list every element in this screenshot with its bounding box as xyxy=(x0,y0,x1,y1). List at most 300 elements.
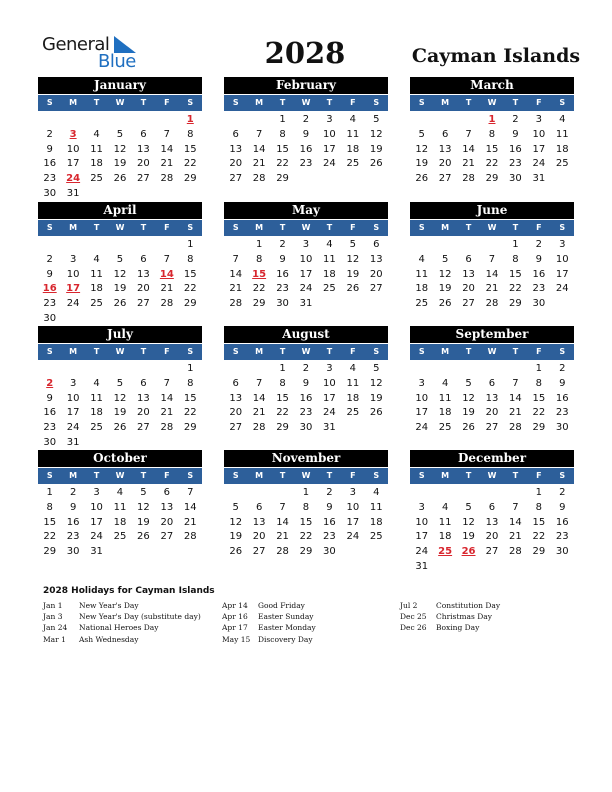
weekday-label: S xyxy=(46,223,53,232)
days-grid xyxy=(38,236,202,327)
day-cell: 10 xyxy=(66,392,80,404)
day-cell: 30 xyxy=(43,436,57,448)
day-cell: 23 xyxy=(43,173,57,185)
day-blank xyxy=(480,486,503,501)
weekday-label: M xyxy=(255,347,264,356)
month-january xyxy=(38,77,202,202)
day-cell: 8 xyxy=(488,128,496,140)
day-cell: 21 xyxy=(160,407,174,419)
day-cell: 19 xyxy=(137,516,150,528)
day-cell: 27 xyxy=(137,422,150,434)
day-cell: 26 xyxy=(438,298,452,310)
month-august xyxy=(224,326,388,436)
weekday-label: T xyxy=(279,98,286,107)
day-cell: 19 xyxy=(346,268,360,280)
day-cell: 13 xyxy=(137,268,150,280)
holiday-item xyxy=(43,623,223,634)
day-cell: 2 xyxy=(512,114,519,125)
month-title: December xyxy=(410,450,574,467)
day-cell: 16 xyxy=(276,268,289,280)
day-cell: 22 xyxy=(299,531,313,543)
brand-name-blue: Blue xyxy=(98,51,136,72)
day-cell: 10 xyxy=(415,516,429,528)
weekday-label: M xyxy=(441,347,450,356)
month-title: August xyxy=(224,326,388,343)
day-cell: 17 xyxy=(323,392,336,404)
holiday-item xyxy=(400,612,580,623)
day-cell: 23 xyxy=(43,298,57,310)
day-cell: 23 xyxy=(509,158,522,170)
day-cell: 12 xyxy=(369,128,383,140)
day-blank xyxy=(38,113,61,128)
day-cell: 28 xyxy=(252,422,266,434)
day-cell: 14 xyxy=(252,392,266,404)
month-title: June xyxy=(410,202,574,219)
day-cell: 12 xyxy=(113,143,127,155)
day-cell: 27 xyxy=(485,546,499,558)
day-cell: 18 xyxy=(90,407,103,419)
day-cell: 13 xyxy=(369,253,383,265)
weekday-label: S xyxy=(559,223,566,232)
holiday-item xyxy=(43,635,223,646)
weekday-label: T xyxy=(512,347,519,356)
weekday-label: T xyxy=(140,98,147,107)
day-blank xyxy=(108,238,131,253)
day-cell: 9 xyxy=(512,128,519,140)
day-cell: 3 xyxy=(349,487,357,498)
day-cell: 13 xyxy=(462,268,475,280)
day-cell: 2 xyxy=(46,253,53,265)
days-grid xyxy=(38,111,202,202)
day-cell: 31 xyxy=(323,422,336,434)
day-cell: 20 xyxy=(137,158,150,170)
month-november xyxy=(224,450,388,560)
month-may xyxy=(224,202,388,312)
month-title: October xyxy=(38,450,202,467)
holiday-name: Constitution Day xyxy=(436,601,501,610)
day-cell: 8 xyxy=(302,501,310,513)
weekday-label: M xyxy=(441,98,450,107)
day-cell: 6 xyxy=(488,501,496,513)
day-cell: 16 xyxy=(299,392,313,404)
day-cell: 2 xyxy=(302,114,310,125)
day-cell: 30 xyxy=(509,173,522,185)
weekday-label: F xyxy=(536,471,542,480)
day-cell: 24 xyxy=(66,422,80,434)
day-cell: 8 xyxy=(187,128,194,140)
day-cell: 31 xyxy=(415,560,429,572)
day-cell: 26 xyxy=(229,546,243,558)
day-cell: 26 xyxy=(415,173,429,185)
weekday-label: T xyxy=(512,223,519,232)
weekday-label: W xyxy=(487,347,497,356)
day-cell: 15 xyxy=(183,143,197,155)
day-cell: 12 xyxy=(369,377,383,389)
day-cell: 30 xyxy=(555,546,569,558)
day-cell: 29 xyxy=(183,173,197,185)
day-blank xyxy=(155,238,178,253)
day-cell: 11 xyxy=(369,501,383,513)
day-cell: 5 xyxy=(116,128,124,140)
day-cell: 23 xyxy=(532,283,546,295)
day-cell: 15 xyxy=(43,516,57,528)
day-blank xyxy=(155,362,178,377)
day-cell: 17 xyxy=(299,268,313,280)
day-cell: 6 xyxy=(232,377,239,389)
day-blank xyxy=(61,238,84,253)
day-cell: 21 xyxy=(252,158,266,170)
days-grid xyxy=(410,236,574,312)
day-cell: 2 xyxy=(559,363,566,374)
day-blank xyxy=(85,238,108,253)
weekday-header xyxy=(224,467,388,484)
day-cell: 23 xyxy=(43,422,57,434)
day-cell: 10 xyxy=(415,392,429,404)
holiday-day-cell: 17 xyxy=(66,283,81,295)
day-cell: 22 xyxy=(485,158,499,170)
day-cell: 3 xyxy=(535,114,543,125)
day-cell: 21 xyxy=(509,531,522,543)
day-cell: 18 xyxy=(346,392,360,404)
day-cell: 21 xyxy=(160,283,174,295)
day-cell: 10 xyxy=(299,253,313,265)
month-title: May xyxy=(224,202,388,219)
day-cell: 22 xyxy=(509,283,522,295)
day-cell: 27 xyxy=(438,173,452,185)
day-cell: 12 xyxy=(113,268,127,280)
month-december xyxy=(410,450,574,575)
day-cell: 23 xyxy=(323,531,336,543)
day-cell: 3 xyxy=(326,363,333,374)
weekday-label: F xyxy=(350,471,356,480)
day-cell: 4 xyxy=(93,128,100,140)
day-cell: 11 xyxy=(113,501,127,513)
day-cell: 2 xyxy=(46,128,53,140)
weekday-label: S xyxy=(373,223,380,232)
month-title: April xyxy=(38,202,202,219)
day-cell: 13 xyxy=(160,501,174,513)
day-cell: 26 xyxy=(113,422,127,434)
weekday-label: S xyxy=(418,347,425,356)
weekday-label: T xyxy=(279,347,286,356)
day-cell: 13 xyxy=(485,516,499,528)
day-cell: 14 xyxy=(509,516,522,528)
day-cell: 3 xyxy=(69,253,77,265)
day-cell: 19 xyxy=(415,158,429,170)
header xyxy=(0,0,612,76)
day-cell: 10 xyxy=(66,268,80,280)
month-april xyxy=(38,202,202,327)
day-cell: 18 xyxy=(90,283,103,295)
weekday-label: S xyxy=(418,223,425,232)
day-cell: 21 xyxy=(462,158,475,170)
holiday-item xyxy=(400,601,580,612)
day-blank xyxy=(433,486,456,501)
day-blank xyxy=(480,238,503,253)
day-cell: 6 xyxy=(163,487,171,498)
day-cell: 25 xyxy=(113,531,127,543)
days-grid xyxy=(38,360,202,451)
day-cell: 21 xyxy=(183,516,197,528)
day-cell: 4 xyxy=(116,487,124,498)
day-cell: 16 xyxy=(299,143,313,155)
day-cell: 20 xyxy=(252,531,266,543)
day-blank xyxy=(85,113,108,128)
day-cell: 29 xyxy=(276,422,289,434)
weekday-label: W xyxy=(115,471,125,480)
holiday-day-cell: 14 xyxy=(159,268,174,280)
holiday-column xyxy=(400,601,580,635)
weekday-label: F xyxy=(536,223,542,232)
day-cell: 8 xyxy=(187,253,194,265)
day-blank xyxy=(38,238,61,253)
holiday-name: New Year's Day xyxy=(79,601,139,610)
weekday-label: S xyxy=(373,471,380,480)
day-cell: 28 xyxy=(252,173,266,185)
holiday-date: Apr 14 xyxy=(222,601,248,610)
day-cell: 22 xyxy=(532,407,546,419)
holiday-day-cell: 2 xyxy=(46,377,54,389)
day-cell: 21 xyxy=(509,407,522,419)
day-blank xyxy=(85,362,108,377)
holiday-name: Easter Sunday xyxy=(258,612,314,622)
day-blank xyxy=(410,362,433,377)
day-cell: 18 xyxy=(438,407,452,419)
brand-name-general: General xyxy=(42,34,110,55)
day-cell: 9 xyxy=(46,268,53,280)
day-cell: 4 xyxy=(93,377,100,389)
day-blank xyxy=(457,486,480,501)
day-cell: 1 xyxy=(255,239,263,250)
day-cell: 7 xyxy=(255,377,263,389)
holiday-date: May 15 xyxy=(222,634,251,644)
weekday-label: S xyxy=(187,347,194,356)
day-cell: 3 xyxy=(69,377,77,389)
day-cell: 15 xyxy=(183,392,197,404)
day-blank xyxy=(224,486,247,501)
day-cell: 11 xyxy=(90,268,103,280)
weekday-label: W xyxy=(301,98,311,107)
day-cell: 5 xyxy=(116,377,124,389)
weekday-label: S xyxy=(187,98,194,107)
day-cell: 18 xyxy=(555,143,569,155)
holiday-date: Jan 1 xyxy=(43,601,63,610)
day-cell: 13 xyxy=(229,143,243,155)
day-cell: 14 xyxy=(276,516,289,528)
day-cell: 11 xyxy=(346,128,360,140)
weekday-label: T xyxy=(140,347,147,356)
day-cell: 5 xyxy=(441,253,449,265)
day-cell: 9 xyxy=(535,253,543,265)
weekday-label: T xyxy=(326,471,333,480)
day-cell: 20 xyxy=(369,268,383,280)
day-cell: 25 xyxy=(555,158,569,170)
day-cell: 22 xyxy=(252,283,266,295)
day-cell: 10 xyxy=(346,501,360,513)
day-cell: 15 xyxy=(509,268,522,280)
day-blank xyxy=(132,362,155,377)
weekday-label: S xyxy=(559,98,566,107)
day-cell: 1 xyxy=(535,363,543,374)
day-cell: 25 xyxy=(90,298,103,310)
day-cell: 20 xyxy=(229,407,243,419)
day-cell: 11 xyxy=(555,128,569,140)
day-cell: 25 xyxy=(369,531,383,543)
day-cell: 16 xyxy=(555,516,569,528)
weekday-label: W xyxy=(301,223,311,232)
day-cell: 29 xyxy=(485,173,499,185)
day-cell: 14 xyxy=(160,392,174,404)
day-cell: 6 xyxy=(465,253,472,265)
day-cell: 2 xyxy=(535,239,543,250)
day-cell: 5 xyxy=(465,501,472,513)
day-cell: 8 xyxy=(46,501,53,513)
holiday-name: Easter Monday xyxy=(258,623,316,633)
day-cell: 11 xyxy=(438,392,452,404)
day-cell: 14 xyxy=(462,143,475,155)
weekday-label: M xyxy=(255,98,264,107)
day-cell: 10 xyxy=(555,253,569,265)
day-cell: 13 xyxy=(137,143,150,155)
day-blank xyxy=(433,362,456,377)
holiday-date: Apr 16 xyxy=(222,612,248,622)
day-cell: 17 xyxy=(66,407,80,419)
day-cell: 4 xyxy=(441,501,449,513)
day-cell: 2 xyxy=(302,363,310,374)
day-cell: 14 xyxy=(509,392,522,404)
day-blank xyxy=(433,113,456,128)
day-cell: 10 xyxy=(66,143,80,155)
day-cell: 11 xyxy=(90,143,103,155)
day-cell: 28 xyxy=(160,173,174,185)
day-cell: 9 xyxy=(46,392,53,404)
weekday-header xyxy=(38,219,202,236)
month-title: February xyxy=(224,77,388,94)
day-cell: 19 xyxy=(369,143,383,155)
day-cell: 27 xyxy=(160,531,174,543)
day-cell: 30 xyxy=(276,298,289,310)
day-cell: 17 xyxy=(346,516,360,528)
days-grid xyxy=(224,236,388,312)
weekday-header xyxy=(224,94,388,111)
day-cell: 19 xyxy=(113,407,127,419)
weekday-label: W xyxy=(301,347,311,356)
day-cell: 7 xyxy=(255,128,263,140)
day-cell: 29 xyxy=(509,298,522,310)
day-cell: 11 xyxy=(415,268,429,280)
days-grid xyxy=(224,360,388,436)
day-cell: 25 xyxy=(346,158,360,170)
holiday-item xyxy=(222,635,402,646)
weekday-label: W xyxy=(115,347,125,356)
day-cell: 18 xyxy=(90,158,103,170)
weekday-label: S xyxy=(232,98,239,107)
day-cell: 9 xyxy=(279,253,286,265)
weekday-label: T xyxy=(512,471,519,480)
day-cell: 5 xyxy=(373,363,380,374)
day-cell: 18 xyxy=(438,531,452,543)
weekday-label: T xyxy=(279,223,286,232)
weekday-label: T xyxy=(326,347,333,356)
month-title: November xyxy=(224,450,388,467)
day-cell: 22 xyxy=(183,158,197,170)
day-cell: 3 xyxy=(302,239,310,250)
day-cell: 19 xyxy=(113,158,127,170)
day-cell: 3 xyxy=(93,487,100,498)
day-cell: 27 xyxy=(462,298,475,310)
weekday-header xyxy=(38,343,202,360)
month-title: September xyxy=(410,326,574,343)
day-cell: 19 xyxy=(229,531,243,543)
day-blank xyxy=(457,238,480,253)
day-cell: 18 xyxy=(113,516,127,528)
weekday-label: T xyxy=(512,98,519,107)
holiday-item xyxy=(222,612,402,623)
days-grid xyxy=(224,484,388,560)
weekday-label: F xyxy=(350,223,356,232)
day-cell: 17 xyxy=(415,407,429,419)
holiday-item xyxy=(43,601,223,612)
day-cell: 1 xyxy=(46,487,53,498)
holiday-day-cell: 15 xyxy=(252,268,267,280)
holiday-date: Dec 25 xyxy=(400,612,427,622)
day-cell: 14 xyxy=(485,268,499,280)
day-cell: 28 xyxy=(509,546,522,558)
weekday-label: T xyxy=(279,471,286,480)
day-cell: 31 xyxy=(532,173,546,185)
day-cell: 19 xyxy=(462,407,475,419)
holiday-column xyxy=(222,601,402,646)
day-cell: 29 xyxy=(43,546,57,558)
day-cell: 3 xyxy=(559,239,566,250)
weekday-label: T xyxy=(93,98,100,107)
day-cell: 4 xyxy=(349,114,357,125)
day-cell: 9 xyxy=(326,501,333,513)
day-blank xyxy=(410,113,433,128)
day-cell: 20 xyxy=(438,158,452,170)
day-cell: 6 xyxy=(488,377,496,389)
day-cell: 29 xyxy=(183,422,197,434)
day-cell: 4 xyxy=(418,253,425,265)
day-cell: 21 xyxy=(485,283,499,295)
day-blank xyxy=(224,238,247,253)
day-cell: 1 xyxy=(302,487,310,498)
day-cell: 19 xyxy=(113,283,127,295)
day-cell: 29 xyxy=(183,298,197,310)
day-cell: 15 xyxy=(532,392,546,404)
holiday-day-cell: 25 xyxy=(438,546,453,558)
day-cell: 20 xyxy=(137,283,150,295)
day-cell: 5 xyxy=(140,487,147,498)
day-cell: 3 xyxy=(326,114,333,125)
weekday-label: T xyxy=(326,98,333,107)
day-blank xyxy=(224,362,247,377)
weekday-header xyxy=(410,94,574,111)
day-blank xyxy=(155,113,178,128)
holiday-name: Boxing Day xyxy=(436,623,480,633)
day-cell: 7 xyxy=(512,377,519,389)
weekday-label: M xyxy=(69,347,78,356)
brand-logo xyxy=(42,34,142,72)
holiday-date: Jan 24 xyxy=(43,623,68,633)
weekday-label: S xyxy=(187,223,194,232)
weekday-label: M xyxy=(441,471,450,480)
weekday-label: T xyxy=(93,223,100,232)
month-title: March xyxy=(410,77,574,94)
day-cell: 24 xyxy=(415,546,429,558)
day-cell: 10 xyxy=(532,128,546,140)
month-february xyxy=(224,77,388,187)
